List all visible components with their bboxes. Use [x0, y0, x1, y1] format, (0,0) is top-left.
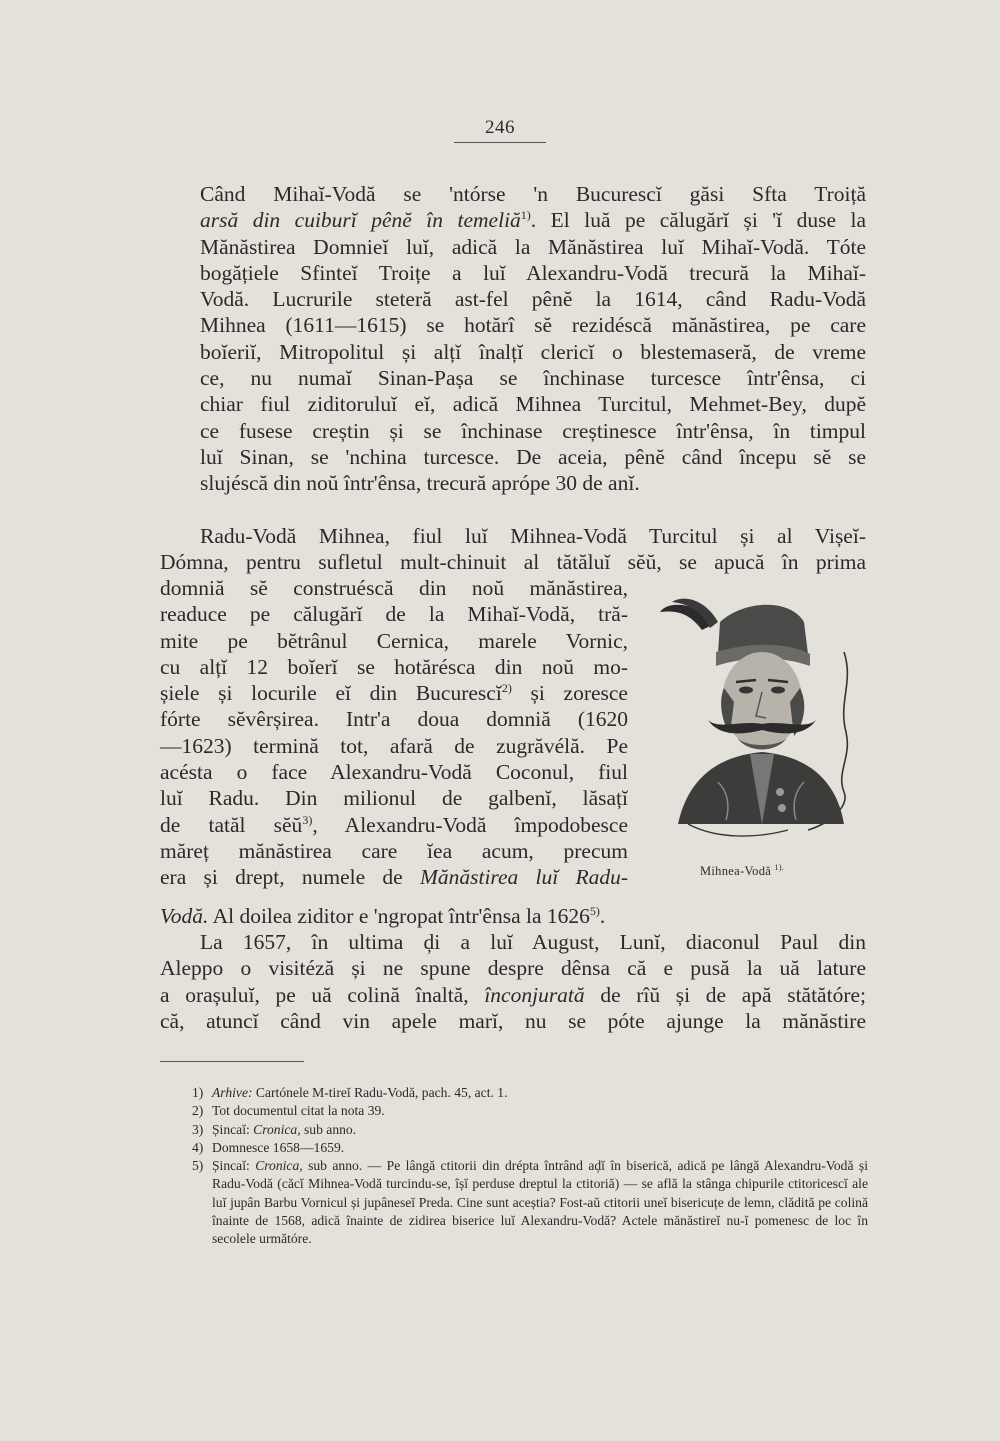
text-line: acésta o face Alexandru-Vodă Coconul, fiul [160, 760, 628, 785]
footnote-ref: 5) [589, 903, 600, 918]
text-line: Mihnea (1611—1615) se hotărî sĕ rezidéscă mănăstirea, pe care [200, 313, 866, 338]
text-line: măreț mănăstirea care ĭea acum, precum [160, 838, 628, 863]
footnote-text: sub anno. — Pe lângă ctitorii din drépta întrând aḑĭ în biserică, adică pe lângă Alexandru-Vodă și Radu-Vodă (căcĭ Mihnea-Vodă turcindu-se, îșĭ perduse dreptul la ctitoriă) — se află la stânga chipurile ctitoricescĭ ale luĭ jupân Barbu Vornicul și jupâneseĭ Preda. Cine sunt aceștia? Fost-aŭ ctitorii uneĭ bisericuțe de lemn, clădită pe colină înainte de 1568, adică înainte de zidirea biserice luĭ Alexandru-Vodă? Actele mănăstireĭ nu-ĭ pomenesc de loc în secolele următóre. [212, 1158, 868, 1247]
footnote-ref: 1). [774, 862, 785, 872]
text-line: fórte sĕvêrșirea. Intr'a doua domniă (1620 [160, 707, 628, 732]
text-line: luĭ Radu. Din milionul de galbenĭ, lăsațĭ [160, 786, 628, 811]
text-fragment: și zoresce [511, 681, 628, 706]
text-line: chiar fiul ziditoruluĭ eĭ, adică Mihnea Turcitul, Mehmet-Bey, dupĕ [200, 392, 866, 417]
italic-phrase: Vodă. [160, 904, 209, 928]
portrait-illustration [658, 592, 854, 854]
footnote-text: Șincaĭ: [212, 1121, 254, 1137]
footnote-5 [192, 1157, 868, 1248]
text-line: Mănăstirea Domnieĭ luĭ, adică la Mănăstirea luĭ Mihaĭ-Vodă. Tóte [200, 234, 866, 259]
text-fragment: de rîŭ și de apă stătătóre; [584, 982, 866, 1007]
text-line [160, 680, 628, 706]
text-line: ce, nu numaĭ Sinan-Pașa se închinase turcesce într'ênsa, ci [200, 366, 866, 391]
text-line: luĭ Sinan, se 'nchina turcesce. De aceia, pênĕ când începu sĕ se [200, 444, 866, 469]
footnote-italic: Cronica, [253, 1121, 301, 1137]
caption-text: Mihnea-Vodă [700, 864, 775, 878]
text-line: domniă sĕ construéscă din noŭ mănăstirea, [160, 576, 628, 600]
text-line [160, 812, 628, 838]
text-line: Aleppo o visitéză și ne spune despre dênsa că e pusă la uă lature [160, 956, 866, 981]
footnote-3 [192, 1121, 868, 1139]
italic-phrase: Mănăstirea luĭ Radu- [419, 865, 628, 890]
text-fragment: de tatăl sĕŭ [160, 812, 303, 837]
footnote-text: Tot documentul citat la nota 39. [212, 1103, 385, 1119]
text-line: Dómna, pentru sufletul mult-chinuit al tătăluĭ sĕŭ, se apucă în prima [160, 550, 866, 575]
footnote-rule [160, 1061, 304, 1062]
text-line: Vodă. Lucrurile steteră ast-fel pênĕ la 1614, când Radu-Vodă [200, 287, 866, 312]
footnote-italic: Cronica, [255, 1158, 303, 1174]
footnote-text: Domnesce 1658—1659. [212, 1139, 345, 1155]
text-line: cu alțĭ 12 boĭerĭ se hotărésca din noŭ mo- [160, 654, 628, 679]
text-line [160, 864, 628, 890]
text-line: —1623) termină tot, afară de zugrăvélă. Pe [160, 733, 628, 758]
text-line: că, atuncĭ când vin apele marĭ, nu se póte ajunge la mănăstire [160, 1008, 866, 1033]
footnote-ref: 3) [302, 812, 313, 827]
paragraph-2 [160, 523, 866, 576]
footnote-text: Cartónele M-tireĭ Radu-Vodă, pach. 45, act. 1. [252, 1085, 508, 1100]
paragraph-2-end [160, 903, 866, 929]
paragraph-3 [160, 929, 866, 1034]
text-fragment: , Alexandru-Vodă împodobesce [312, 812, 628, 837]
text-fragment: a orașuluĭ, pe uă colină înaltă, [160, 982, 469, 1007]
text-line: bogățiele Sfinteĭ Troițe a luĭ Alexandru-Vodă trecură la Mihaĭ- [200, 260, 866, 285]
footnote-italic: Arhive: [212, 1085, 253, 1100]
footnote-number: 4) [192, 1139, 204, 1155]
page-number-rule [454, 142, 546, 143]
text-fragment: șiele și locurile eĭ din Bucurescĭ [160, 681, 502, 706]
page-number: 246 [485, 117, 515, 138]
text-line: Când Mihaĭ-Vodă se 'ntórse 'n Bucurescĭ găsi Sfta Troiță [200, 182, 866, 206]
footnote-1 [192, 1084, 868, 1102]
text-line: slujéscă din noŭ într'ênsa, trecură aprópe 30 de anĭ. [200, 471, 640, 496]
text-line: Radu-Vodă Mihnea, fiul luĭ Mihnea-Vodă Turcitul și al Vișeĭ- [200, 524, 866, 548]
italic-phrase: înconjurată [484, 982, 585, 1007]
text-line: mite pe bĕtrânul Cernica, marele Vornic, [160, 628, 628, 653]
footnote-ref: 1) [520, 208, 531, 223]
text-line: boĭeriĭ, Mitropolitul și alțĭ înalțĭ clericĭ o blestemaseră, de vreme [200, 339, 866, 364]
footnotes [192, 1084, 868, 1249]
paragraph-1 [160, 181, 866, 497]
footnote-4 [192, 1139, 868, 1157]
footnote-ref: 2) [501, 681, 512, 696]
text-line [160, 982, 866, 1008]
text-line [160, 207, 866, 233]
footnote-number: 5) [192, 1158, 204, 1174]
footnote-text: Șincaĭ: [212, 1158, 256, 1174]
text-line: ce fusese creștin și se închinase creștinesce într'ênsa, în timpul [200, 418, 866, 443]
text-fragment: era și drept, numele de [160, 865, 403, 890]
text-line [160, 903, 866, 929]
text-line: readuce pe călugărĭ de la Mihaĭ-Vodă, tră- [160, 602, 628, 627]
footnote-2 [192, 1102, 868, 1120]
footnote-number: 3) [192, 1121, 204, 1137]
footnote-number: 2) [192, 1103, 204, 1119]
footnote-number: 1) [192, 1085, 204, 1100]
text-fragment: . El luă pe călugărĭ și 'ĭ duse la [530, 208, 867, 233]
portrait-caption [700, 864, 784, 879]
footnote-text: sub anno. [300, 1121, 357, 1137]
paragraph-2-narrow [160, 575, 628, 891]
text-line: La 1657, în ultima ḑi a luĭ August, Lunĭ, diaconul Paul din [200, 930, 866, 954]
text-fragment: . [599, 904, 606, 928]
italic-phrase: arsă din cuiburĭ pênĕ în temeliă [200, 208, 521, 233]
text-fragment: Al doilea ziditor e 'ngropat într'ênsa la 1626 [208, 904, 590, 928]
